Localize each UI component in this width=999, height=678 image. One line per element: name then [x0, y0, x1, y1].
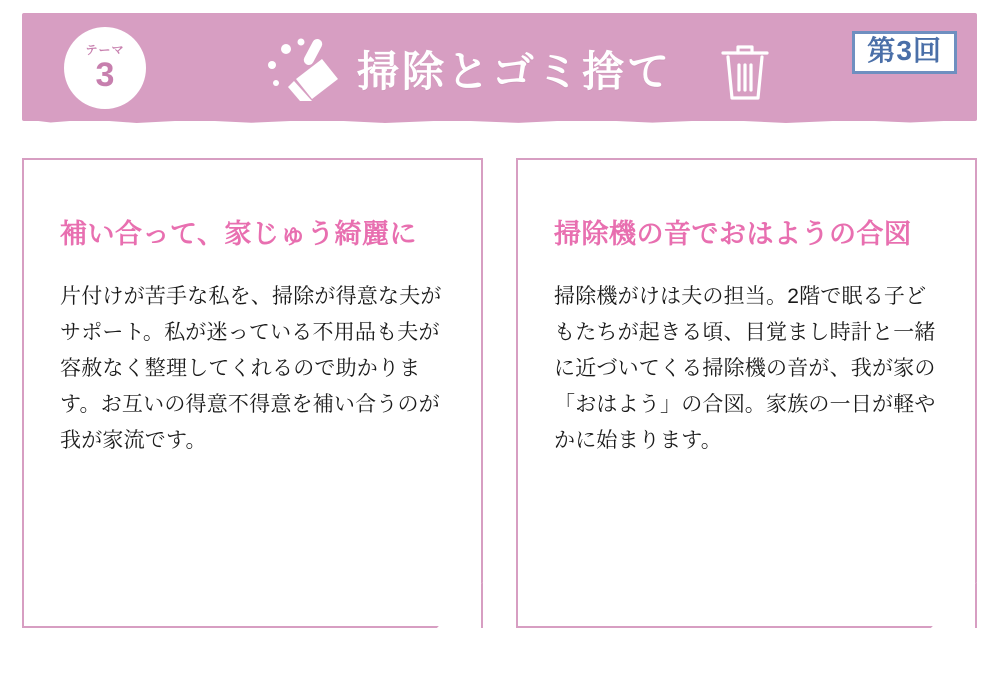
card-list — [22, 158, 977, 628]
card-title: 補い合って、家じゅう綺麗に — [60, 219, 417, 249]
theme-badge-kicker: テーマ — [85, 43, 125, 57]
theme-badge-number: 3 — [95, 56, 115, 94]
broom-icon — [260, 35, 352, 101]
theme-number-badge — [64, 27, 146, 109]
page-title: 掃除とゴミ捨て — [357, 48, 673, 95]
card-body: 片付けが苦手な私を、掃除が得意な夫がサポート。私が迷っている不用品も夫が容赦なく整理してくれるので助かります。お互いの得意不得意を補い合うのが我が家流です。 — [60, 285, 442, 453]
theme-header-banner — [22, 13, 977, 121]
story-card — [516, 158, 977, 628]
episode-tag: 第3回 — [852, 31, 957, 74]
story-card — [22, 158, 483, 628]
card-title: 掃除機の音でおはようの合図 — [554, 219, 912, 249]
card-body: 掃除機がけは夫の担当。2階で眠る子どもたちが起きる頃、目覚まし時計と一緒に近づいてくる掃除機の音が、我が家の「おはよう」の合図。家族の一日が軽やかに始まります。 — [554, 285, 936, 453]
trash-can-icon — [719, 41, 771, 103]
card-folded-corner — [437, 582, 483, 628]
card-folded-corner — [931, 582, 977, 628]
